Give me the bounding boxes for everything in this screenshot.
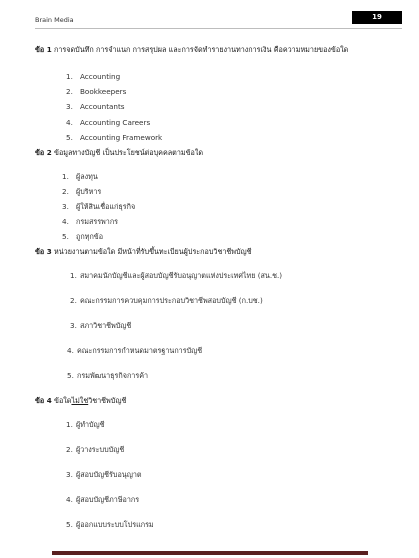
option-text: ถูกทุกข้อ <box>76 232 104 241</box>
option-number: 1. <box>70 271 77 280</box>
question-2-label: ข้อ 2 <box>35 148 52 157</box>
question-4-text-after: วิชาชีพบัญชี <box>88 396 127 405</box>
option-number: 2. <box>62 187 69 196</box>
option-number: 3. <box>70 321 77 330</box>
q3-option-4 <box>67 346 202 357</box>
q1-option-2 <box>66 87 126 96</box>
option-text: Accountants <box>80 102 125 111</box>
option-number: 5. <box>66 133 73 142</box>
option-text: สมาคมนักบัญชีและผู้สอบบัญชีรับอนุญาตแห่งประเทศไทย (สน.ช.) <box>80 271 283 280</box>
option-text: ผู้สอบบัญชีภาษีอากร <box>76 495 140 504</box>
question-4 <box>35 396 126 407</box>
question-3-label: ข้อ 3 <box>35 247 52 256</box>
option-number: 3. <box>66 102 73 111</box>
q4-option-5 <box>66 520 154 531</box>
option-number: 5. <box>66 520 73 529</box>
option-number: 1. <box>66 72 73 81</box>
option-number: 1. <box>66 420 73 429</box>
option-text: Accounting Framework <box>80 133 163 142</box>
option-text: สภาวิชาชีพบัญชี <box>80 321 132 330</box>
footer-bar <box>52 551 368 555</box>
option-number: 3. <box>62 202 69 211</box>
q4-option-2 <box>66 445 124 456</box>
option-number: 4. <box>66 118 73 127</box>
option-text: ผู้วางระบบบัญชี <box>76 445 125 454</box>
q3-option-3 <box>70 321 131 332</box>
question-2-text: ข้อมูลทางบัญชี เป็นประโยชน์ต่อบุคคลตามข้อใด <box>54 148 204 157</box>
q3-option-1 <box>70 271 282 282</box>
q4-option-4 <box>66 495 139 506</box>
option-number: 5. <box>62 232 69 241</box>
q2-option-4 <box>62 217 118 228</box>
q2-option-5 <box>62 232 103 243</box>
q4-option-1 <box>66 420 105 431</box>
q1-option-4 <box>66 118 150 127</box>
q2-option-3 <box>62 202 135 213</box>
option-text: กรมพัฒนาธุรกิจการค้า <box>77 371 149 380</box>
option-text: ผู้บริหาร <box>76 187 102 196</box>
option-text: คณะกรรมการกำหนดมาตรฐานการบัญชี <box>77 346 203 355</box>
q3-option-2 <box>70 296 263 307</box>
header-divider <box>35 28 402 29</box>
page-number: 19 <box>352 11 402 24</box>
question-4-emphasis: ไม่ใช่ <box>71 396 89 405</box>
question-4-label: ข้อ 4 <box>35 396 52 405</box>
option-number: 4. <box>62 217 69 226</box>
option-text: ผู้สอบบัญชีรับอนุญาต <box>76 470 142 479</box>
option-text: ผู้ลงทุน <box>76 172 98 181</box>
q1-option-1 <box>66 72 120 81</box>
q2-option-1 <box>62 172 98 183</box>
q2-option-2 <box>62 187 101 198</box>
q4-option-3 <box>66 470 142 481</box>
question-3 <box>35 247 252 258</box>
question-4-text-before: ข้อใด <box>54 396 72 405</box>
option-number: 5. <box>67 371 74 380</box>
question-2 <box>35 148 203 159</box>
option-text: Accounting Careers <box>80 118 151 127</box>
question-3-text: หน่วยงานตามข้อใด มีหน้าที่รับขึ้นทะเบียนผู้ประกอบวิชาชีพบัญชี <box>54 247 252 256</box>
option-text: ผู้ทำบัญชี <box>76 420 105 429</box>
q1-option-3 <box>66 102 125 111</box>
q1-option-5 <box>66 133 162 142</box>
option-number: 3. <box>66 470 73 479</box>
option-text: คณะกรรมการควบคุมการประกอบวิชาชีพสอบบัญชี (ก.บช.) <box>80 296 263 305</box>
question-1-label: ข้อ 1 <box>35 45 52 54</box>
option-number: 2. <box>66 87 73 96</box>
option-text: กรมสรรพากร <box>76 217 119 226</box>
option-number: 2. <box>66 445 73 454</box>
option-number: 1. <box>62 172 69 181</box>
question-1-text: การจดบันทึก การจำแนก การสรุปผล และการจัดทำรายงานทางการเงิน คือความหมายของข้อใด <box>54 45 349 54</box>
option-number: 2. <box>70 296 77 305</box>
question-1 <box>35 45 348 56</box>
option-text: ผู้ออกแบบระบบโปรแกรม <box>76 520 154 529</box>
brand-name: Brain Media <box>35 16 74 24</box>
option-text: ผู้ให้สินเชื่อแก่ธุรกิจ <box>76 202 136 211</box>
option-number: 4. <box>66 495 73 504</box>
q3-option-5 <box>67 371 148 382</box>
option-text: Bookkeepers <box>80 87 127 96</box>
option-number: 4. <box>67 346 74 355</box>
option-text: Accounting <box>80 72 121 81</box>
